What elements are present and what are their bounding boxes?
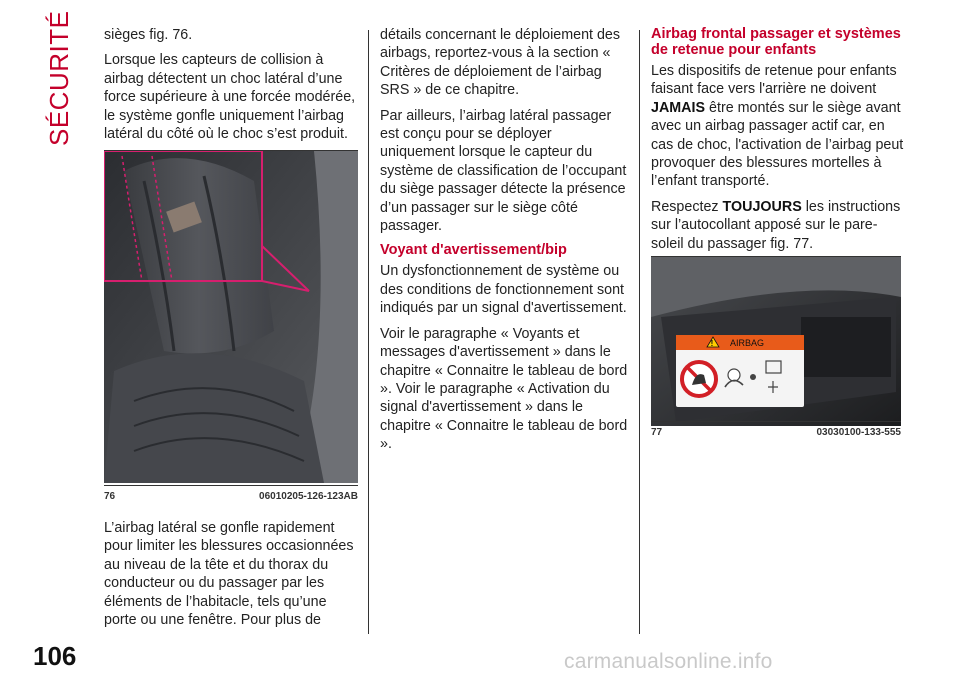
col2-paragraph-3: Un dysfonctionnement de système ou des conditions de fonctionnement sont indiqués par un signal d'avertissement. bbox=[380, 263, 627, 317]
col3-paragraph-2 bbox=[651, 198, 907, 253]
column-divider-1 bbox=[368, 30, 369, 634]
figure-76 bbox=[104, 150, 358, 506]
col3-p2-pre: Respectez bbox=[651, 198, 719, 215]
col3-paragraph-1 bbox=[651, 62, 907, 191]
passenger-airbag-heading: Airbag frontal passager et systèmes de retenue pour enfants bbox=[651, 26, 901, 58]
column-divider-2 bbox=[639, 30, 640, 634]
section-title-vertical bbox=[36, 10, 96, 150]
page-number: 106 bbox=[33, 641, 77, 671]
col3-p2-bold: TOUJOURS bbox=[722, 198, 802, 215]
column-1-lower bbox=[104, 519, 358, 636]
col1-paragraph-3: L’airbag latéral se gonfle rapidement pour limiter les blessures occasionnées au niveau de la tête et du thorax du conducteur ou du passager par les éléments de l’habitacle, tels qu’une porte ou une fenêtre. Pour plus de bbox=[104, 520, 354, 629]
col2-paragraph-1: détails concernant le déploiement des airbags, reportez-vous à la section « Critères de déploiement de l’airbag SRS » de ce chapitre. bbox=[380, 27, 621, 99]
col3-p1-rest: être montés sur le siège avant avec un airbag passager actif car, en cas de choc, l'activation de l’airbag peut provoquer des blessures mortelles à l’enfant transporté. bbox=[651, 99, 904, 190]
column-1 bbox=[104, 26, 358, 150]
figure-76-number: 76 bbox=[104, 491, 116, 502]
airbag-label-text: AIRBAG bbox=[729, 338, 765, 348]
seat-photo-illustration bbox=[104, 151, 358, 483]
col3-p1-text: Les dispositifs de retenue pour enfants faisant face vers l'arrière ne doivent bbox=[651, 63, 897, 98]
figure-77-number: 77 bbox=[651, 427, 663, 438]
figure-77-caption bbox=[651, 421, 901, 442]
col3-p1-bold: JAMAIS bbox=[651, 99, 706, 116]
watermark: carmanualsonline.info bbox=[564, 650, 773, 673]
col2-paragraph-2: Par ailleurs, l’airbag latéral passager est conçu pour se déployer uniquement lorsque le capteur du système de classification de l’occupant du siège passager détecte la présence d’un passager sur le siège côté passager. bbox=[380, 107, 627, 235]
col1-paragraph-1: sièges fig. 76. bbox=[104, 27, 193, 43]
column-3 bbox=[651, 26, 907, 260]
section-title-text: SÉCURITÉ bbox=[44, 10, 74, 146]
figure-76-caption bbox=[104, 485, 358, 506]
sunvisor-label-photo bbox=[651, 257, 901, 426]
column-2 bbox=[380, 26, 628, 461]
figure-76-code: 06010205-126-123AB bbox=[259, 491, 358, 502]
col2-paragraph-4: Voir le paragraphe « Voyants et messages d'avertissement » dans le chapitre « Connaitre le tableau de bord ». Voir le paragraphe « Activation du signal d'avertissement » dans le chapitre « Connaitre le tableau de bord ». bbox=[380, 325, 628, 453]
figure-77 bbox=[651, 256, 901, 442]
airbag-warning-label bbox=[676, 335, 804, 407]
seat-airbag-photo bbox=[104, 151, 358, 483]
sunvisor-illustration bbox=[651, 257, 901, 426]
svg-text:!: ! bbox=[710, 339, 714, 348]
warning-heading: Voyant d'avertissement/bip bbox=[380, 242, 567, 259]
col1-paragraph-2: Lorsque les capteurs de collision à airbag détectent un choc latéral d’une force supérieure à une forcée modérée, le système gonfle uniquement l’airbag latéral du côté où le choc s’est produit. bbox=[104, 52, 356, 143]
col3-p2-rest: les instructions sur l’autocollant apposé sur le pare-soleil du passager fig. 77. bbox=[651, 198, 901, 252]
figure-77-code: 03030100-133-555 bbox=[816, 427, 901, 438]
